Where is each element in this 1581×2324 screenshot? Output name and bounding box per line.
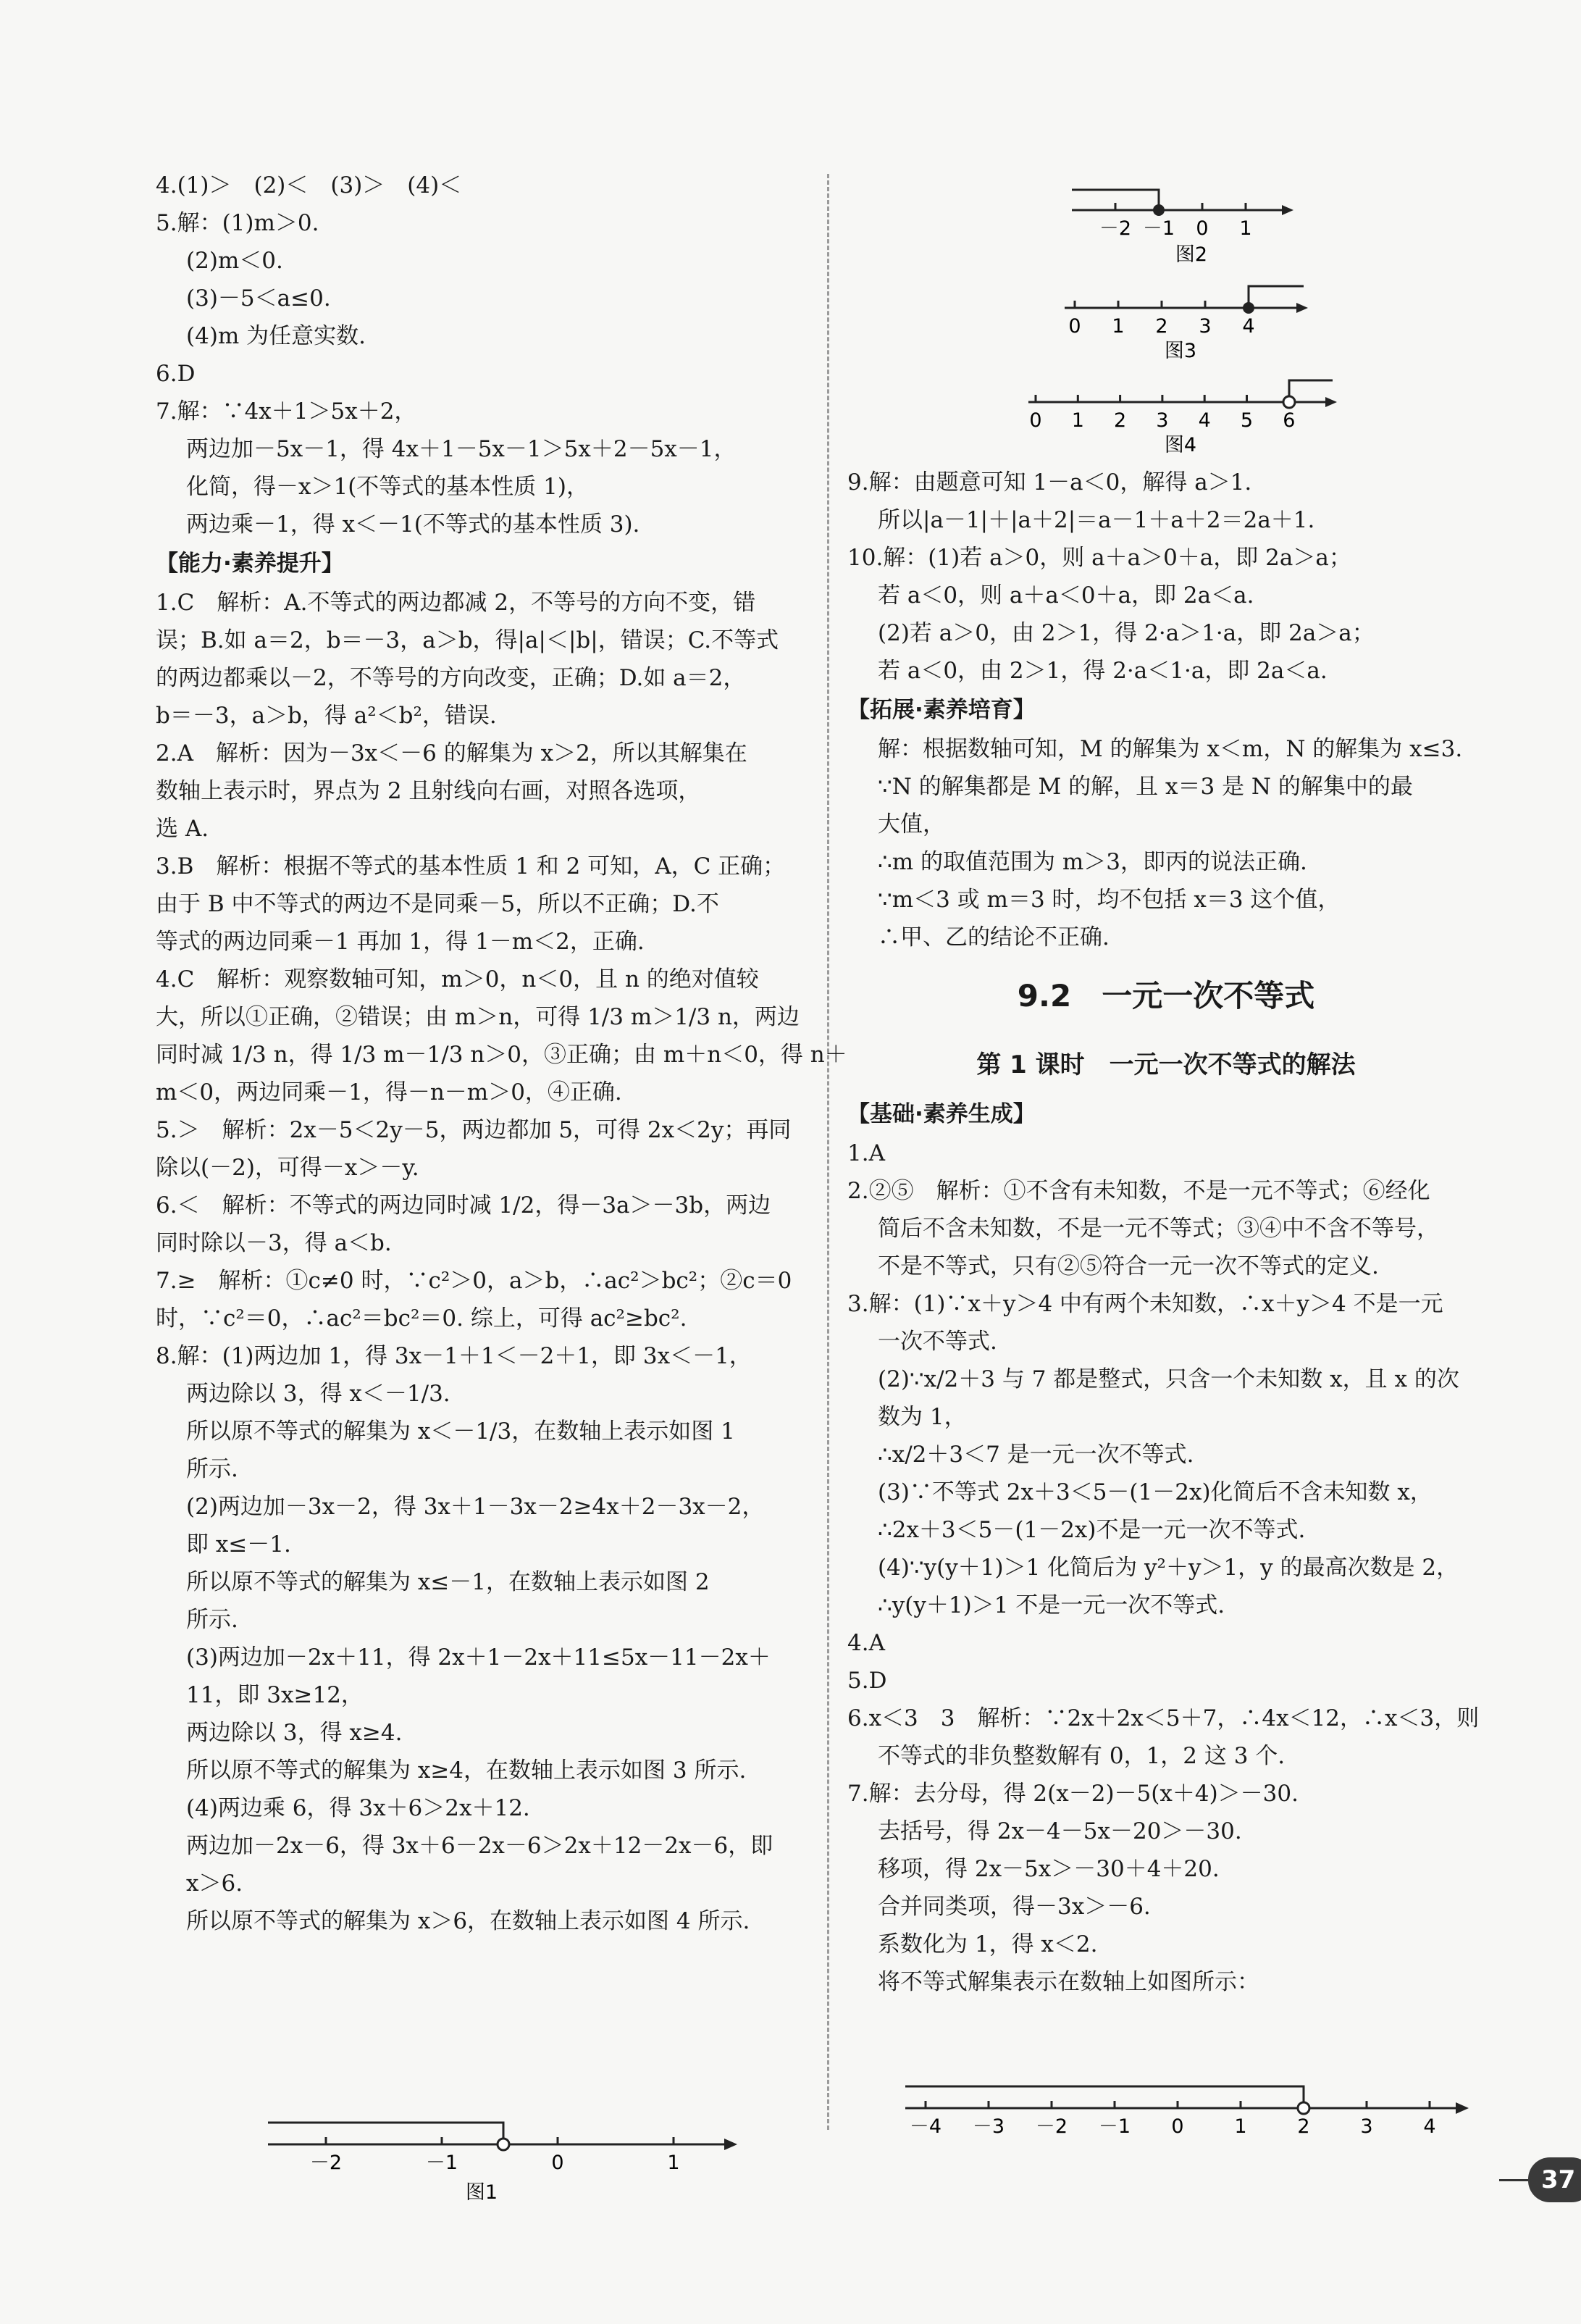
left-line-44: 两边加－2x－6，得 3x＋6－2x－6＞2x＋12－2x－6，即	[186, 1833, 773, 1859]
left-line-41: 两边除以 3，得 x≥4.	[186, 1720, 403, 1746]
fig1-tick-label: 0	[551, 2152, 564, 2174]
right-line-12: ∴甲、乙的结论不正确.	[878, 924, 1110, 950]
fig5-tick-label: 2	[1297, 2115, 1310, 2138]
right-line-2: 10.解：(1)若 a＞0，则 a＋a＞0＋a，即 2a＞a；	[847, 545, 1351, 571]
left-line-26: 除以(－2)，可得－x＞－y.	[156, 1155, 419, 1181]
fig5-tick-label: －4	[909, 2115, 942, 2138]
fig4-tick-label: 3	[1156, 409, 1169, 432]
fig4-tick-label: 6	[1283, 409, 1296, 432]
right-line-29: 4.A	[847, 1630, 885, 1656]
right-line-26: ∴2x＋3＜5－(1－2x)不是一元一次不等式.	[878, 1517, 1306, 1543]
left-line-12: 误；B.如 a＝2，b＝－3，a＞b，得|a|＜|b|，错误；C.不等式	[156, 627, 779, 653]
right-line-0: 9.解：由题意可知 1－a＜0，解得 a＞1.	[847, 469, 1252, 496]
right-line-1: 所以|a－1|＋|a＋2|＝a－1＋a＋2＝2a＋1.	[878, 507, 1315, 533]
left-line-6: 7.解：∵4x＋1＞5x＋2，	[156, 398, 417, 425]
left-line-17: 选 A.	[156, 816, 209, 842]
number-line-figure-5	[898, 2065, 1477, 2144]
left-line-11: 1.C 解析：A.不等式的两边都减 2，不等号的方向不变，错	[156, 590, 756, 616]
number-line-figure-4	[1021, 366, 1340, 456]
fig1-tick-label: －1	[425, 2152, 458, 2174]
left-line-43: (4)两边乘 6，得 3x＋6＞2x＋12.	[186, 1795, 530, 1821]
left-line-9: 两边乘－1，得 x＜－1(不等式的基本性质 3).	[186, 511, 640, 538]
fig3-tick-label: 4	[1242, 315, 1255, 338]
left-line-45: x＞6.	[186, 1871, 243, 1897]
left-line-33: 所以原不等式的解集为 x＜－1/3，在数轴上表示如图 1	[186, 1418, 735, 1445]
right-line-5: 若 a＜0，由 2＞1，得 2·a＜1·a，即 2a＜a.	[878, 658, 1328, 684]
left-line-13: 的两边都乘以－2，不等号的方向改变，正确；D.如 a＝2，	[156, 665, 746, 691]
right-line-11: ∵m＜3 或 m＝3 时，均不包括 x＝3 这个值，	[878, 887, 1341, 913]
fig1-tick-label: 1	[667, 2152, 680, 2174]
right-line-15: 【基础·素养生成】	[847, 1101, 1036, 1127]
right-line-24: ∴x/2＋3＜7 是一元一次不等式.	[878, 1442, 1194, 1468]
right-line-17: 2.②⑤ 解析：①不含有未知数，不是一元不等式；⑥经化	[847, 1178, 1430, 1204]
right-line-7: 解：根据数轴可知，M 的解集为 x＜m，N 的解集为 x≤3.	[878, 736, 1463, 762]
left-line-10: 【能力·素养提升】	[156, 551, 344, 577]
right-line-31: 6.x＜3 3 解析：∵2x＋2x＜5＋7，∴4x＜12，∴x＜3，则	[847, 1705, 1480, 1731]
left-line-35: (2)两边加－3x－2，得 3x＋1－3x－2≥4x＋2－3x－2，	[186, 1494, 765, 1520]
fig3-tick-label: 3	[1199, 315, 1212, 338]
fig1-tick-label: －2	[309, 2152, 343, 2174]
right-line-18: 简后不含未知数，不是一元不等式；③④中不含不等号，	[878, 1216, 1439, 1242]
right-line-25: (3)∵不等式 2x＋3＜5－(1－2x)化简后不含未知数 x，	[878, 1479, 1433, 1505]
left-line-27: 6.＜ 解析：不等式的两边同时减 1/2，得－3a＞－3b，两边	[156, 1192, 771, 1219]
left-line-32: 两边除以 3，得 x＜－1/3.	[186, 1381, 450, 1407]
fig4-tick-label: 5	[1240, 409, 1254, 432]
right-line-36: 合并同类项，得－3x＞－6.	[878, 1894, 1151, 1920]
left-line-25: 5.＞ 解析：2x－5＜2y－5，两边都加 5，可得 2x＜2y；再同	[156, 1117, 792, 1143]
left-line-0: 4.(1)＞ (2)＜ (3)＞ (4)＜	[156, 172, 462, 198]
right-line-4: (2)若 a＞0，由 2＞1，得 2·a＞1·a，即 2a＞a；	[878, 620, 1375, 646]
right-line-35: 移项，得 2x－5x＞－30＋4＋20.	[878, 1856, 1220, 1882]
right-line-27: (4)∵y(y＋1)＞1 化简后为 y²＋y＞1，y 的最高次数是 2，	[878, 1555, 1459, 1581]
right-line-30: 5.D	[847, 1668, 887, 1694]
right-line-37: 系数化为 1，得 x＜2.	[878, 1931, 1098, 1957]
right-line-8: ∵N 的解集都是 M 的解，且 x＝3 是 N 的解集中的最	[878, 774, 1413, 800]
fig3-tick-label: 1	[1112, 315, 1125, 338]
left-line-1: 5.解：(1)m＞0.	[156, 210, 319, 236]
right-line-28: ∴y(y＋1)＞1 不是一元一次不等式.	[878, 1592, 1225, 1618]
fig5-tick-label: －2	[1035, 2115, 1068, 2138]
left-line-30: 时，∵c²＝0，∴ac²＝bc²＝0. 综上，可得 ac²≥bc².	[156, 1305, 687, 1332]
left-line-8: 化简，得－x＞1(不等式的基本性质 1)，	[186, 474, 589, 500]
right-line-32: 不等式的非负整数解有 0，1，2 这 3 个.	[878, 1743, 1286, 1769]
right-line-10: ∴m 的取值范围为 m＞3，即丙的说法正确.	[878, 849, 1307, 875]
fig5-tick-label: －1	[1098, 2115, 1131, 2138]
left-line-34: 所示.	[186, 1456, 238, 1482]
fig4-tick-label: 4	[1198, 409, 1211, 432]
left-line-24: m＜0，两边同乘－1，得－n－m＞0，④正确.	[156, 1079, 622, 1105]
right-line-21: 一次不等式.	[878, 1329, 997, 1355]
left-line-38: 所示.	[186, 1607, 238, 1633]
right-line-3: 若 a＜0，则 a＋a＜0＋a，即 2a＜a.	[878, 582, 1254, 609]
left-line-42: 所以原不等式的解集为 x≥4，在数轴上表示如图 3 所示.	[186, 1757, 747, 1784]
left-line-19: 由于 B 中不等式的两边不是同乘－5，所以不正确；D.不	[156, 891, 719, 917]
left-column	[156, 167, 847, 1940]
left-line-4: (4)m 为任意实数.	[186, 323, 366, 349]
fig2-tick-label: 0	[1196, 217, 1209, 240]
left-line-7: 两边加－5x－1，得 4x＋1－5x－1＞5x＋2－5x－1，	[186, 436, 737, 462]
figure-3-label: 图3	[1164, 340, 1197, 362]
fig2-tick-label: 1	[1239, 217, 1252, 240]
fig5-tick-label: －3	[972, 2115, 1005, 2138]
left-line-5: 6.D	[156, 361, 196, 387]
left-line-22: 大，所以①正确，②错误；由 m＞n，可得 1/3 m＞1/3 n，两边	[156, 1004, 800, 1030]
number-line-figure-2	[1065, 181, 1296, 268]
right-line-14: 第 1 课时 一元一次不等式的解法	[976, 1050, 1356, 1079]
left-line-20: 等式的两边同乘－1 再加 1，得 1－m＜2，正确.	[156, 929, 645, 955]
figure-2-label: 图2	[1175, 243, 1208, 266]
fig5-tick-label: 0	[1171, 2115, 1184, 2138]
left-line-18: 3.B 解析：根据不等式的基本性质 1 和 2 可知，A，C 正确；	[156, 853, 786, 879]
left-line-2: (2)m＜0.	[186, 248, 283, 274]
right-line-34: 去括号，得 2x－4－5x－20＞－30.	[878, 1818, 1242, 1844]
right-line-19: 不是不等式，只有②⑤符合一元一次不等式的定义.	[878, 1253, 1379, 1279]
fig5-tick-label: 1	[1234, 2115, 1247, 2138]
fig5-tick-label: 3	[1360, 2115, 1373, 2138]
left-line-31: 8.解：(1)两边加 1，得 3x－1＋1＜－2＋1，即 3x＜－1，	[156, 1343, 752, 1369]
left-line-29: 7.≥ 解析：①c≠0 时，∵c²＞0，a＞b，∴ac²＞bc²；②c＝0	[156, 1268, 792, 1294]
right-line-22: (2)∵x/2＋3 与 7 都是整式，只含一个未知数 x，且 x 的次	[878, 1366, 1459, 1392]
column-divider	[827, 174, 829, 2130]
right-line-9: 大值，	[878, 811, 945, 837]
right-line-23: 数为 1，	[878, 1404, 967, 1430]
fig2-tick-label: －2	[1099, 217, 1132, 240]
fig3-tick-label: 0	[1068, 315, 1081, 338]
left-line-37: 所以原不等式的解集为 x≤－1，在数轴上表示如图 2	[186, 1569, 710, 1595]
left-line-21: 4.C 解析：观察数轴可知，m＞0，n＜0，且 n 的绝对值较	[156, 966, 759, 992]
figure-1-label: 图1	[465, 2181, 498, 2202]
right-line-33: 7.解：去分母，得 2(x－2)－5(x＋4)＞－30.	[847, 1781, 1299, 1807]
page-number-dash	[1499, 2179, 1528, 2181]
left-line-40: 11，即 3x≥12，	[186, 1682, 364, 1708]
right-line-6: 【拓展·素养培育】	[847, 697, 1036, 723]
left-line-23: 同时减 1/3 n，得 1/3 m－1/3 n＞0，③正确；由 m＋n＜0，得 n＋	[156, 1042, 847, 1068]
page-number: 37	[1528, 2157, 1581, 2202]
number-line-figure-3	[1057, 272, 1311, 362]
fig2-tick-label: －1	[1142, 217, 1175, 240]
figure-4-label: 图4	[1164, 434, 1197, 456]
right-line-13: 9.2 一元一次不等式	[1017, 978, 1315, 1013]
left-line-16: 数轴上表示时，界点为 2 且射线向右画，对照各选项，	[156, 778, 701, 804]
fig3-tick-label: 2	[1155, 315, 1168, 338]
fig4-tick-label: 1	[1071, 409, 1084, 432]
right-line-16: 1.A	[847, 1140, 885, 1166]
left-line-3: (3)－5＜a≤0.	[186, 285, 331, 312]
number-line-figure-1	[261, 2101, 739, 2202]
right-line-20: 3.解：(1)∵x＋y＞4 中有两个未知数，∴x＋y＞4 不是一元	[847, 1291, 1443, 1317]
left-line-46: 所以原不等式的解集为 x＞6，在数轴上表示如图 4 所示.	[186, 1908, 750, 1934]
fig5-tick-label: 4	[1423, 2115, 1436, 2138]
right-line-38: 将不等式解集表示在数轴上如图所示：	[878, 1969, 1259, 1995]
left-line-14: b＝－3，a＞b，得 a²＜b²，错误.	[156, 703, 497, 729]
right-column	[847, 464, 1485, 2001]
left-line-36: 即 x≤－1.	[186, 1531, 291, 1558]
fig4-tick-label: 2	[1114, 409, 1127, 432]
fig4-tick-label: 0	[1029, 409, 1042, 432]
left-line-39: (3)两边加－2x＋11，得 2x＋1－2x＋11≤5x－11－2x＋	[186, 1644, 771, 1671]
left-line-28: 同时除以－3，得 a＜b.	[156, 1230, 392, 1256]
left-line-15: 2.A 解析：因为－3x＜－6 的解集为 x＞2，所以其解集在	[156, 740, 747, 766]
